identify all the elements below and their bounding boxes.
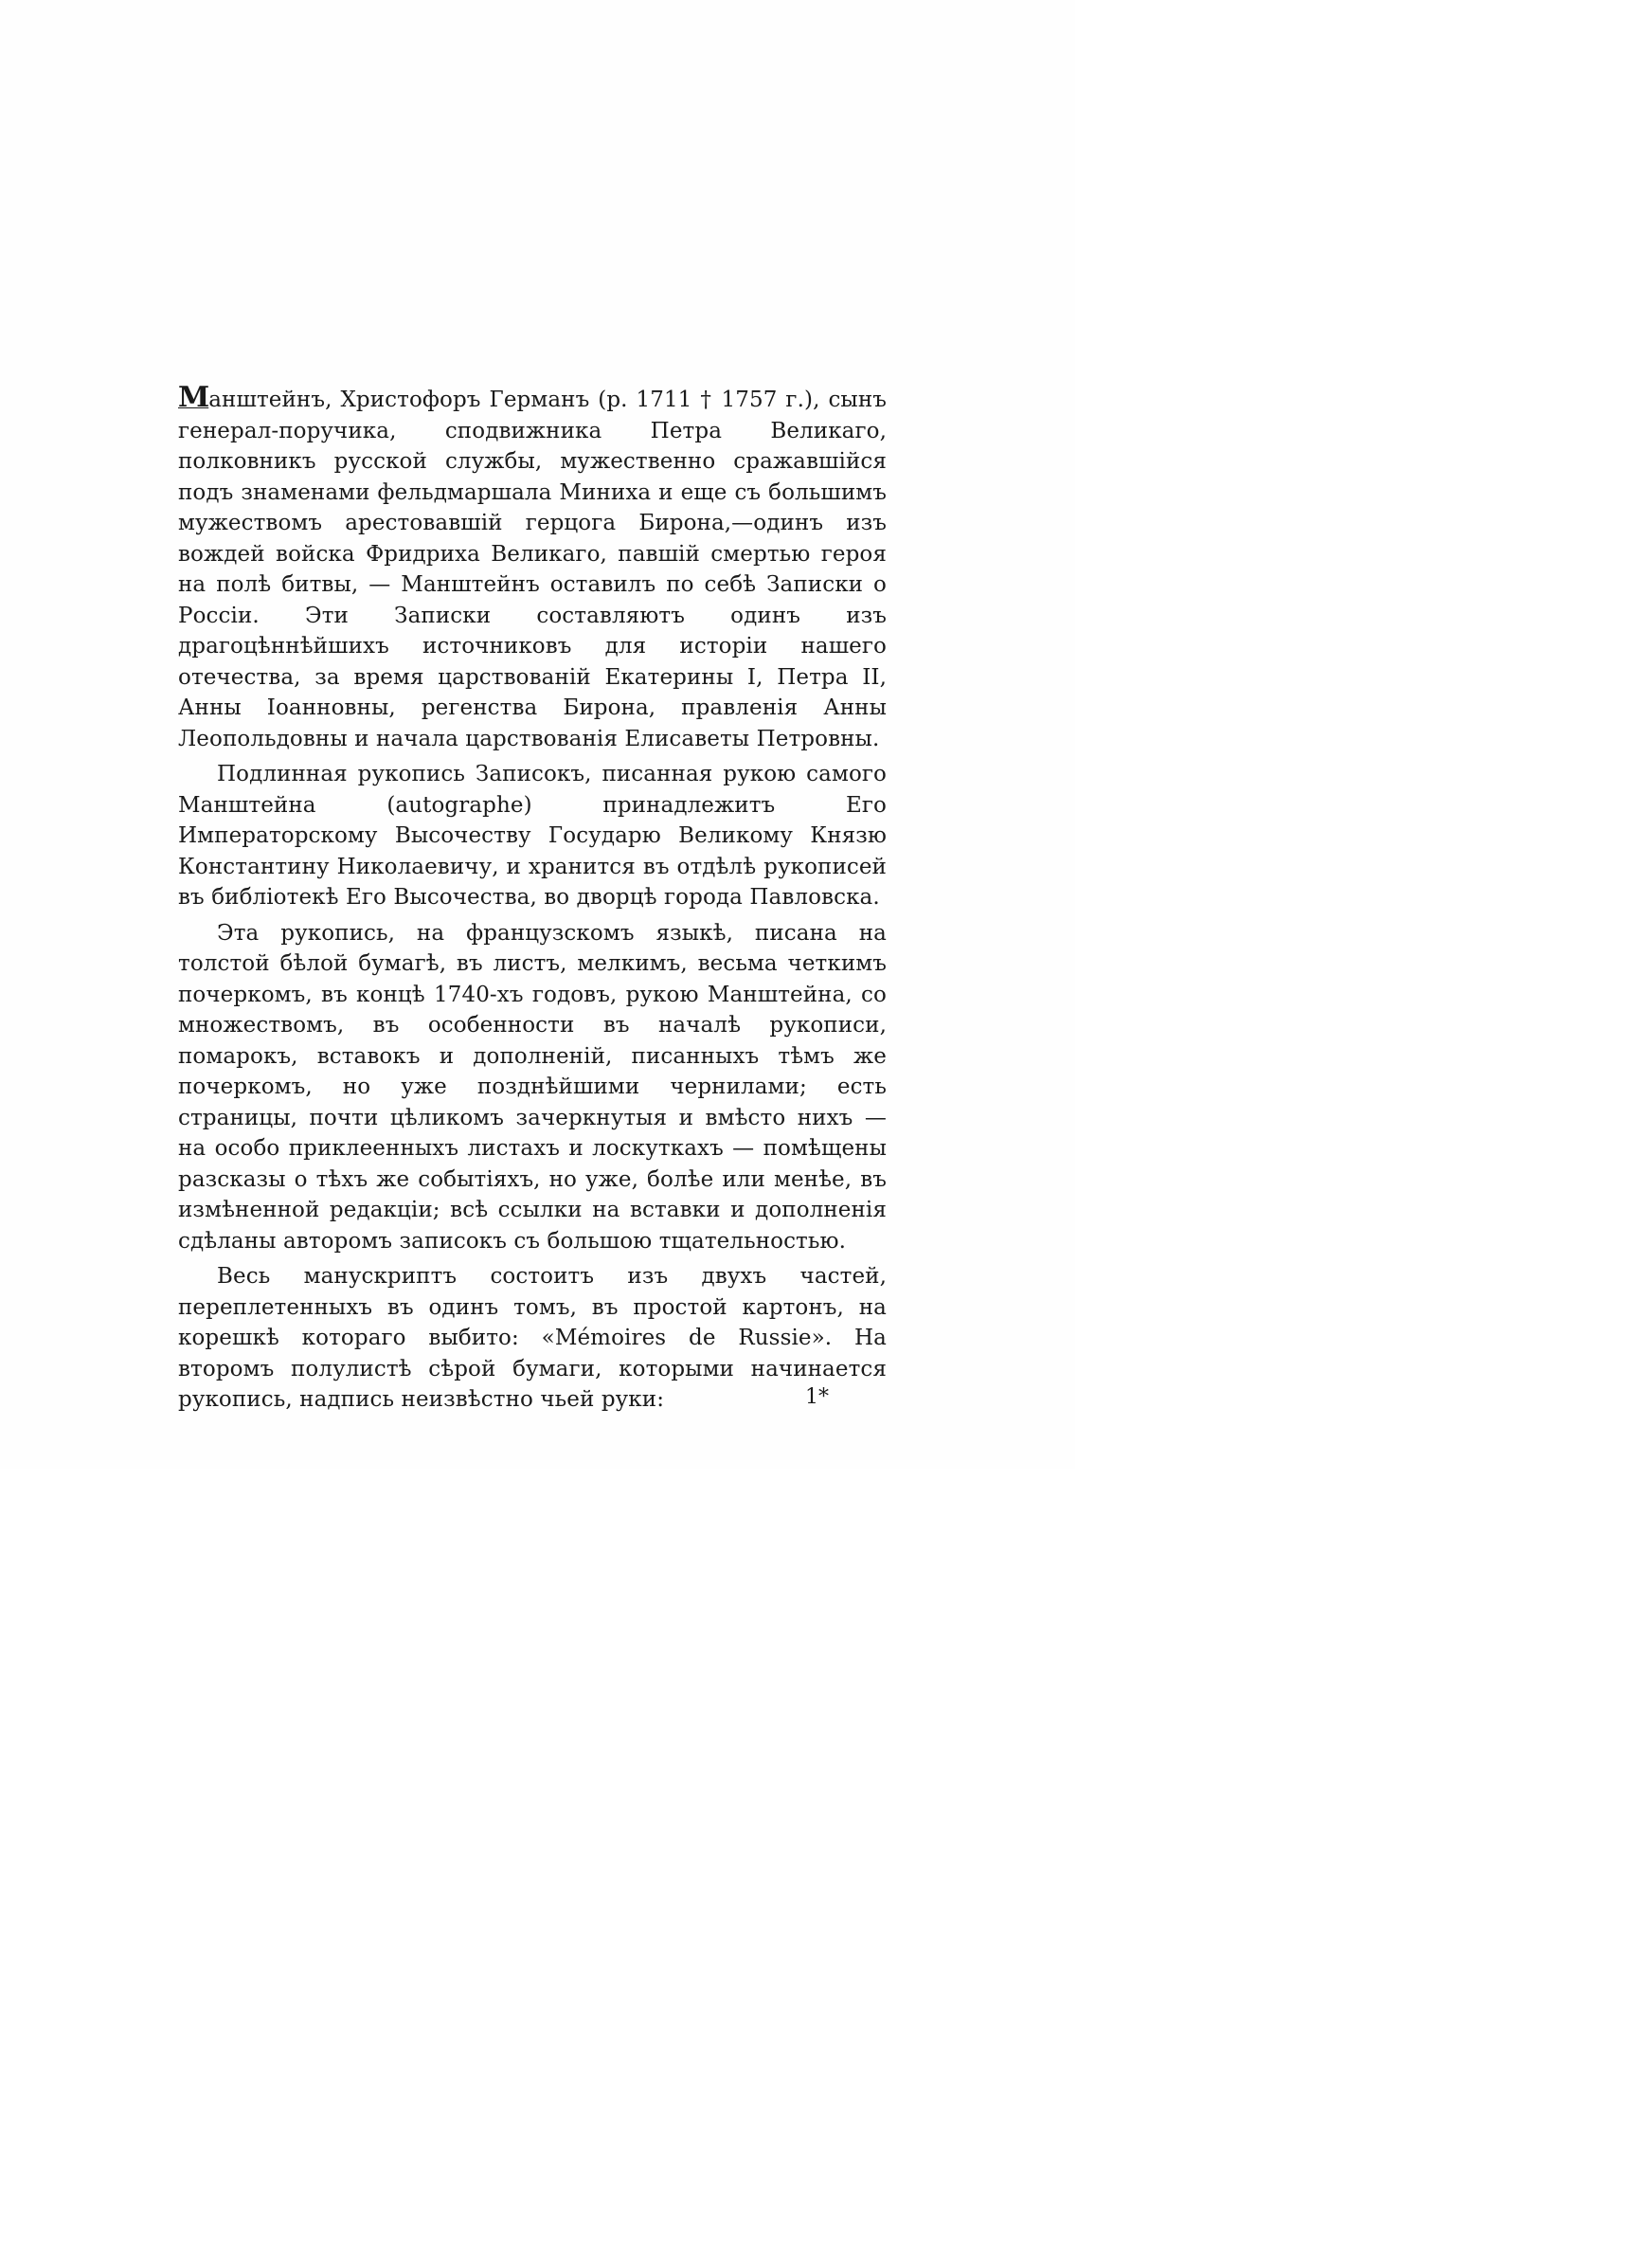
paragraph-1-text: анштейнъ, Христофоръ Германъ (р. 1711 † 1757 г.), сынъ генерал-поручика, сподвижника Петра Великаго, полковникъ русской службы, мужественно сражавшійся подъ знаменами фельдмаршала Миниха и еще съ большимъ мужествомъ арестовавшій герцога Бирона,—одинъ изъ вождей войска Фридриха Великаго, павшій смертью героя на полѣ битвы, — Манштейнъ оставилъ по себѣ Записки о Россіи. Эти Записки составляютъ одинъ изъ драгоцѣннѣйшихъ источниковъ для исторіи нашего отечества, за время царствованій Екатерины I, Петра II, Анны Іоанновны, регенства Бирона, правленія Анны Леопольдовны и начала царствованія Елисаветы Петровны. <box>178 388 887 751</box>
page-number: 1* <box>805 1385 829 1409</box>
drop-cap: М <box>178 381 209 414</box>
paragraph-1 <box>178 383 887 754</box>
paragraph-4: Весь манускриптъ состоитъ изъ двухъ частей, переплетенныхъ въ одинъ томъ, въ простой картонъ, на корешкѣ котораго выбито: «Mémoires de Russie». На второмъ полулистѣ сѣрой бумаги, которыми начинается рукопись, надпись неизвѣстно чьей руки: <box>178 1264 887 1412</box>
paragraph-3: Эта рукопись, на французскомъ языкѣ, писана на толстой бѣлой бумагѣ, въ листъ, мелкимъ, весьма четкимъ почеркомъ, въ концѣ 1740-хъ годовъ, рукою Манштейна, со множествомъ, въ особенности въ началѣ рукописи, помарокъ, вставокъ и дополненій, писанныхъ тѣмъ же почеркомъ, но уже позднѣйшими чернилами; есть страницы, почти цѣликомъ зачеркнутыя и вмѣсто нихъ — на особо приклеенныхъ листахъ и лоскуткахъ — помѣщены разсказы о тѣхъ же событіяхъ, но уже, болѣе или менѣе, въ измѣненной редакціи; всѣ ссылки на вставки и дополненія сдѣланы авторомъ записокъ съ большою тщательностью. <box>178 920 887 1254</box>
paragraph-2: Подлинная рукопись Записокъ, писанная рукою самого Манштейна (autographe) принадлежитъ Его Императорскому Высочеству Государю Великому Князю Константину Николаевичу, и хранится въ отдѣлѣ рукописей въ библіотекѣ Его Высочества, во дворцѣ города Павловска. <box>178 762 887 910</box>
body-text <box>178 383 887 1420</box>
document-page <box>0 0 1075 1469</box>
